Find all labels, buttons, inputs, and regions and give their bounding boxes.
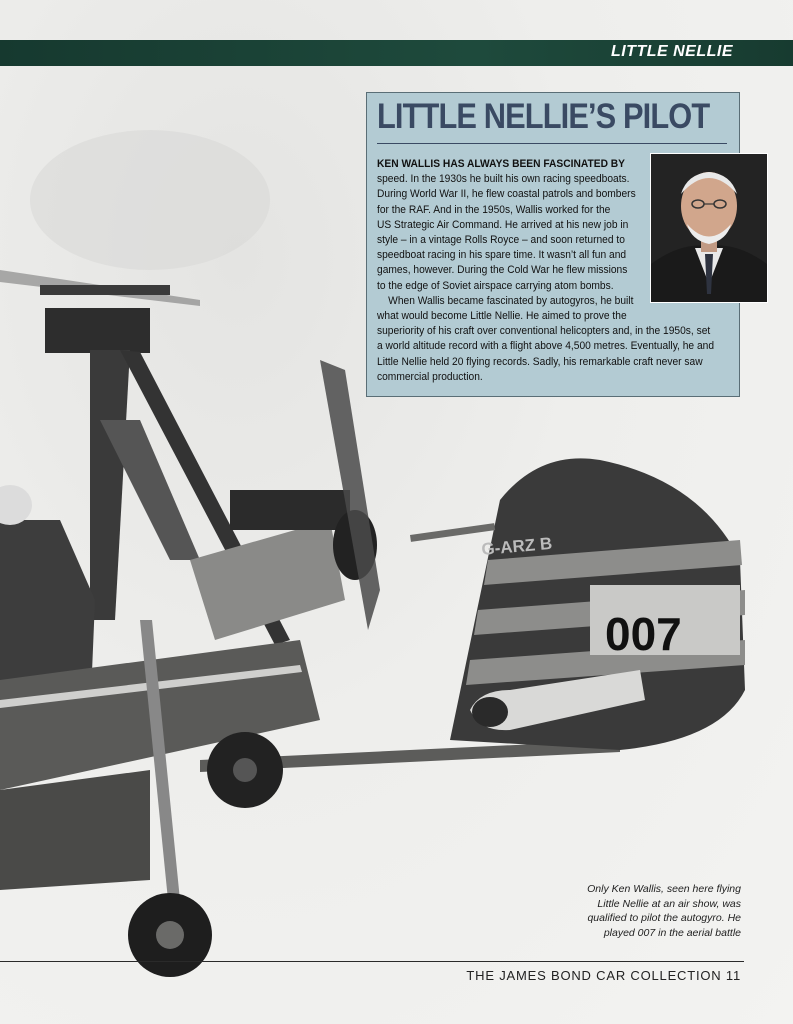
section-header-bar [0,40,793,66]
bio-line: US Strategic Air Command. He arrived at his new job in [377,218,629,231]
section-title: LITTLE NELLIE [610,43,733,60]
bio-line: speed. In the 1930s he built his own racing speedboats. [377,173,630,186]
tail-registration: G-ARZ B [480,533,553,559]
title-divider [377,143,727,144]
tail-number: 007 [605,608,682,660]
pilot-bio-text [377,157,715,385]
bio-line: commercial production. [377,370,483,383]
info-box-title: LITTLE NELLIE’S PILOT [377,97,710,136]
bio-line: to the edge of Soviet airspace carrying atom bombs. [377,279,614,292]
bio-line: style – in a vintage Rolls Royce – and soon returned to [377,234,625,247]
bio-paragraph-1 [377,157,710,294]
footer-divider [0,961,744,962]
caption-line: played 007 in the aerial battle [603,926,741,939]
caption-line: Little Nellie at an air show, was [597,897,741,910]
caption-line: qualified to pilot the autogyro. He [587,912,741,924]
bio-line: games, however. During the Cold War he flew missions [377,264,628,277]
footer-publication: THE JAMES BOND CAR COLLECTION 11 [466,968,741,983]
bio-line: During World War II, he flew coastal patrols and bombers [377,188,636,201]
bio-line: Little Nellie held 20 flying records. Sadly, his remarkable craft never saw [377,355,703,368]
bio-line: When Wallis became fascinated by autogyros, he built [388,294,634,307]
bio-paragraph-2 [377,294,715,385]
bio-lead-in: KEN WALLIS HAS ALWAYS BEEN FASCINATED BY [377,158,626,170]
photo-caption [541,882,741,940]
caption-line: Only Ken Wallis, seen here flying [587,883,741,895]
bio-line: superiority of his craft over conventional helicopters and, in the 1950s, set [377,325,711,338]
bio-line: speedboat racing in his spare time. It wasn’t all fun and [377,249,627,262]
pilot-info-box [366,92,740,397]
bio-line: a world altitude record with a flight above 4,500 metres. Eventually, he and [377,340,715,353]
bio-line: for the RAF. And in the 1950s, Wallis worked for the [377,203,611,216]
bio-line: what would become Little Nellie. He aimed to prove the [377,310,627,323]
